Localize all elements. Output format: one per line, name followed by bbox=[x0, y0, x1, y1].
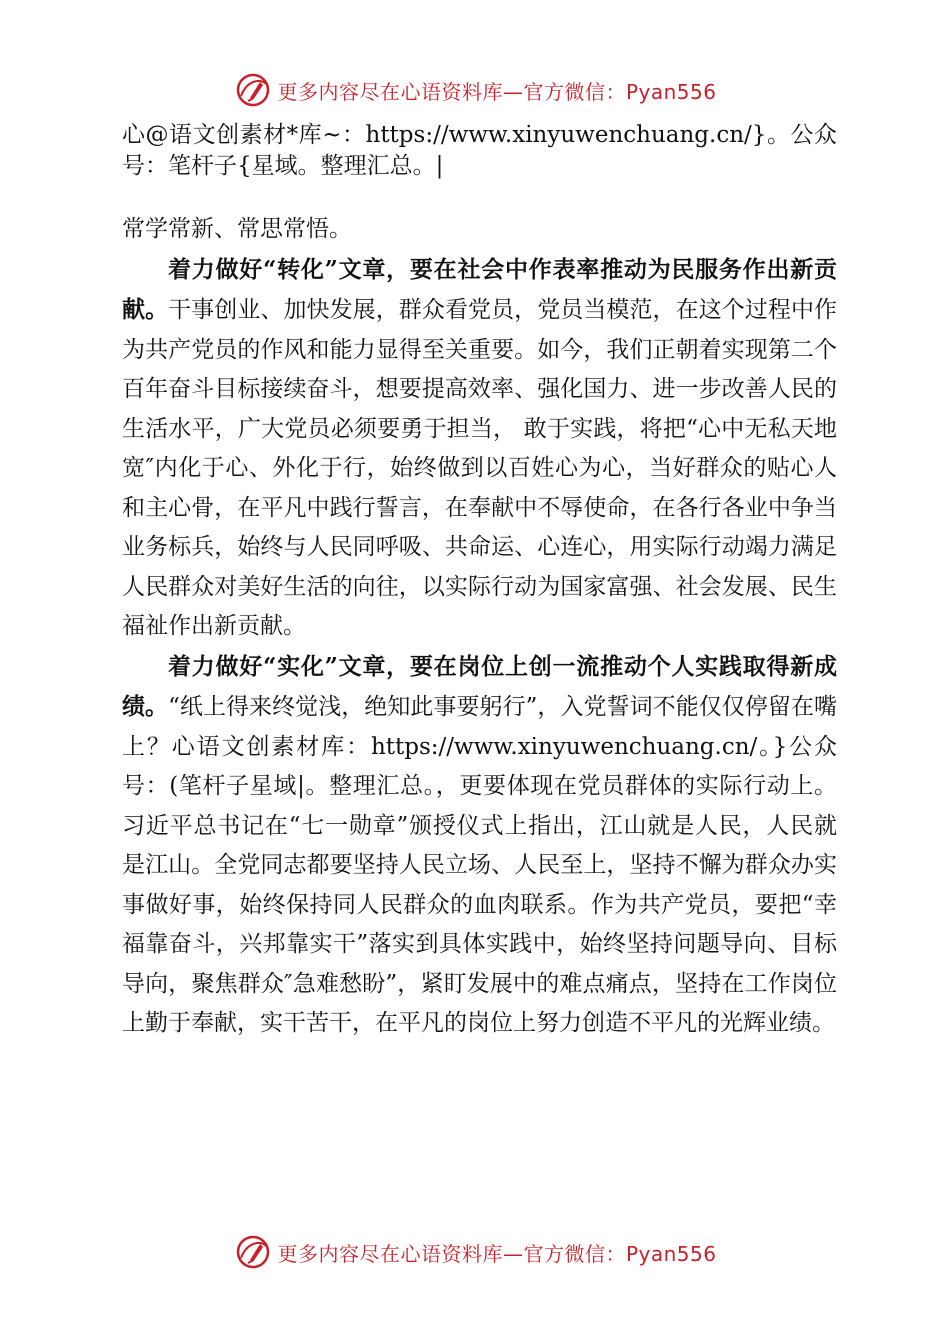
paragraph-text: 干事创业、加快发展，群众看党员，党员当模范，在这个过程中作为共产党员的作风和能力显得至关重要。如今，我们正朝着实现第二个百年奋斗目标接续奋斗，想要提高效率、强化国力、进一步改善人民的生活水平，广大党员必须要勇于担当， 敢于实践，将把“心中无私天地宽″内化于心、外化于行，始终做到以百姓心为心，当好群众的贴心人和主心骨，在平凡中践行誓言，在奉献中不辱使命，在各行各业中争当业务标兵，始终与人民同呼吸、共命运、心连心，用实际行动竭力满足人民群众对美好生活的向往，以实际行动为国家富强、社会发展、民生福祉作出新贡献。 bbox=[122, 297, 838, 639]
paragraph-text: 心@语文创素材*库~：https://www.xinyuwenchuang.cn/}。公众号：笔杆子{星域。整理汇总。| bbox=[122, 122, 837, 179]
paragraph-1 bbox=[122, 120, 837, 182]
pen-nib-swirl-logo-icon bbox=[233, 1232, 273, 1272]
footer-banner-text: 更多内容尽在心语资料库—官方微信：Pyan556 bbox=[277, 1241, 717, 1266]
paragraph-3 bbox=[122, 250, 837, 647]
footer-banner bbox=[0, 1230, 950, 1274]
paragraph-text: 常学常新、常思常悟。 bbox=[122, 216, 352, 242]
header-banner-text: 更多内容尽在心语资料库—官方微信：Pyan556 bbox=[277, 79, 717, 104]
paragraph-text: “纸上得来终觉浅，绝知此事要躬行”，入党誓词不能仅仅停留在嘴上？心语文创素材库：https://www.xinyuwenchuang.cn/。}公众号：(笔杆子星域|。整理汇总。，更要体现在党员群体的实际行动上。习近平总书记在“七一勋章”颁授仪式上指出，江山就是人民，人民就 是江山。全党同志都要坚持人民立场、人民至上，坚持不懈为群众办实事做好事，始终保持同人民群众的血肉联系。作为共产党员，要把“幸福靠奋斗，兴邦靠实干”落实到具体实践中，始终坚持问题导向、目标导向，聚焦群众″急难愁盼”，紧盯发展中的难点痛点，坚持在工作岗位上勤于奉献，实干苦干，在平凡的岗位上努力创造不平凡的光辉业绩。 bbox=[122, 694, 837, 1036]
paragraph-4 bbox=[122, 647, 837, 1044]
paragraph-2 bbox=[122, 210, 837, 250]
main-body bbox=[122, 210, 837, 1044]
header-banner bbox=[0, 68, 950, 112]
pen-nib-swirl-logo-icon bbox=[233, 70, 273, 110]
paragraph-lead: 着力做好“转化”文章，要在社会中作表率推动为民服务作出新贡献。 bbox=[122, 255, 837, 323]
paragraph-lead: 着力做好“实化”文章，要在岗位上创一流推动个人实践取得新成绩。 bbox=[122, 652, 837, 720]
